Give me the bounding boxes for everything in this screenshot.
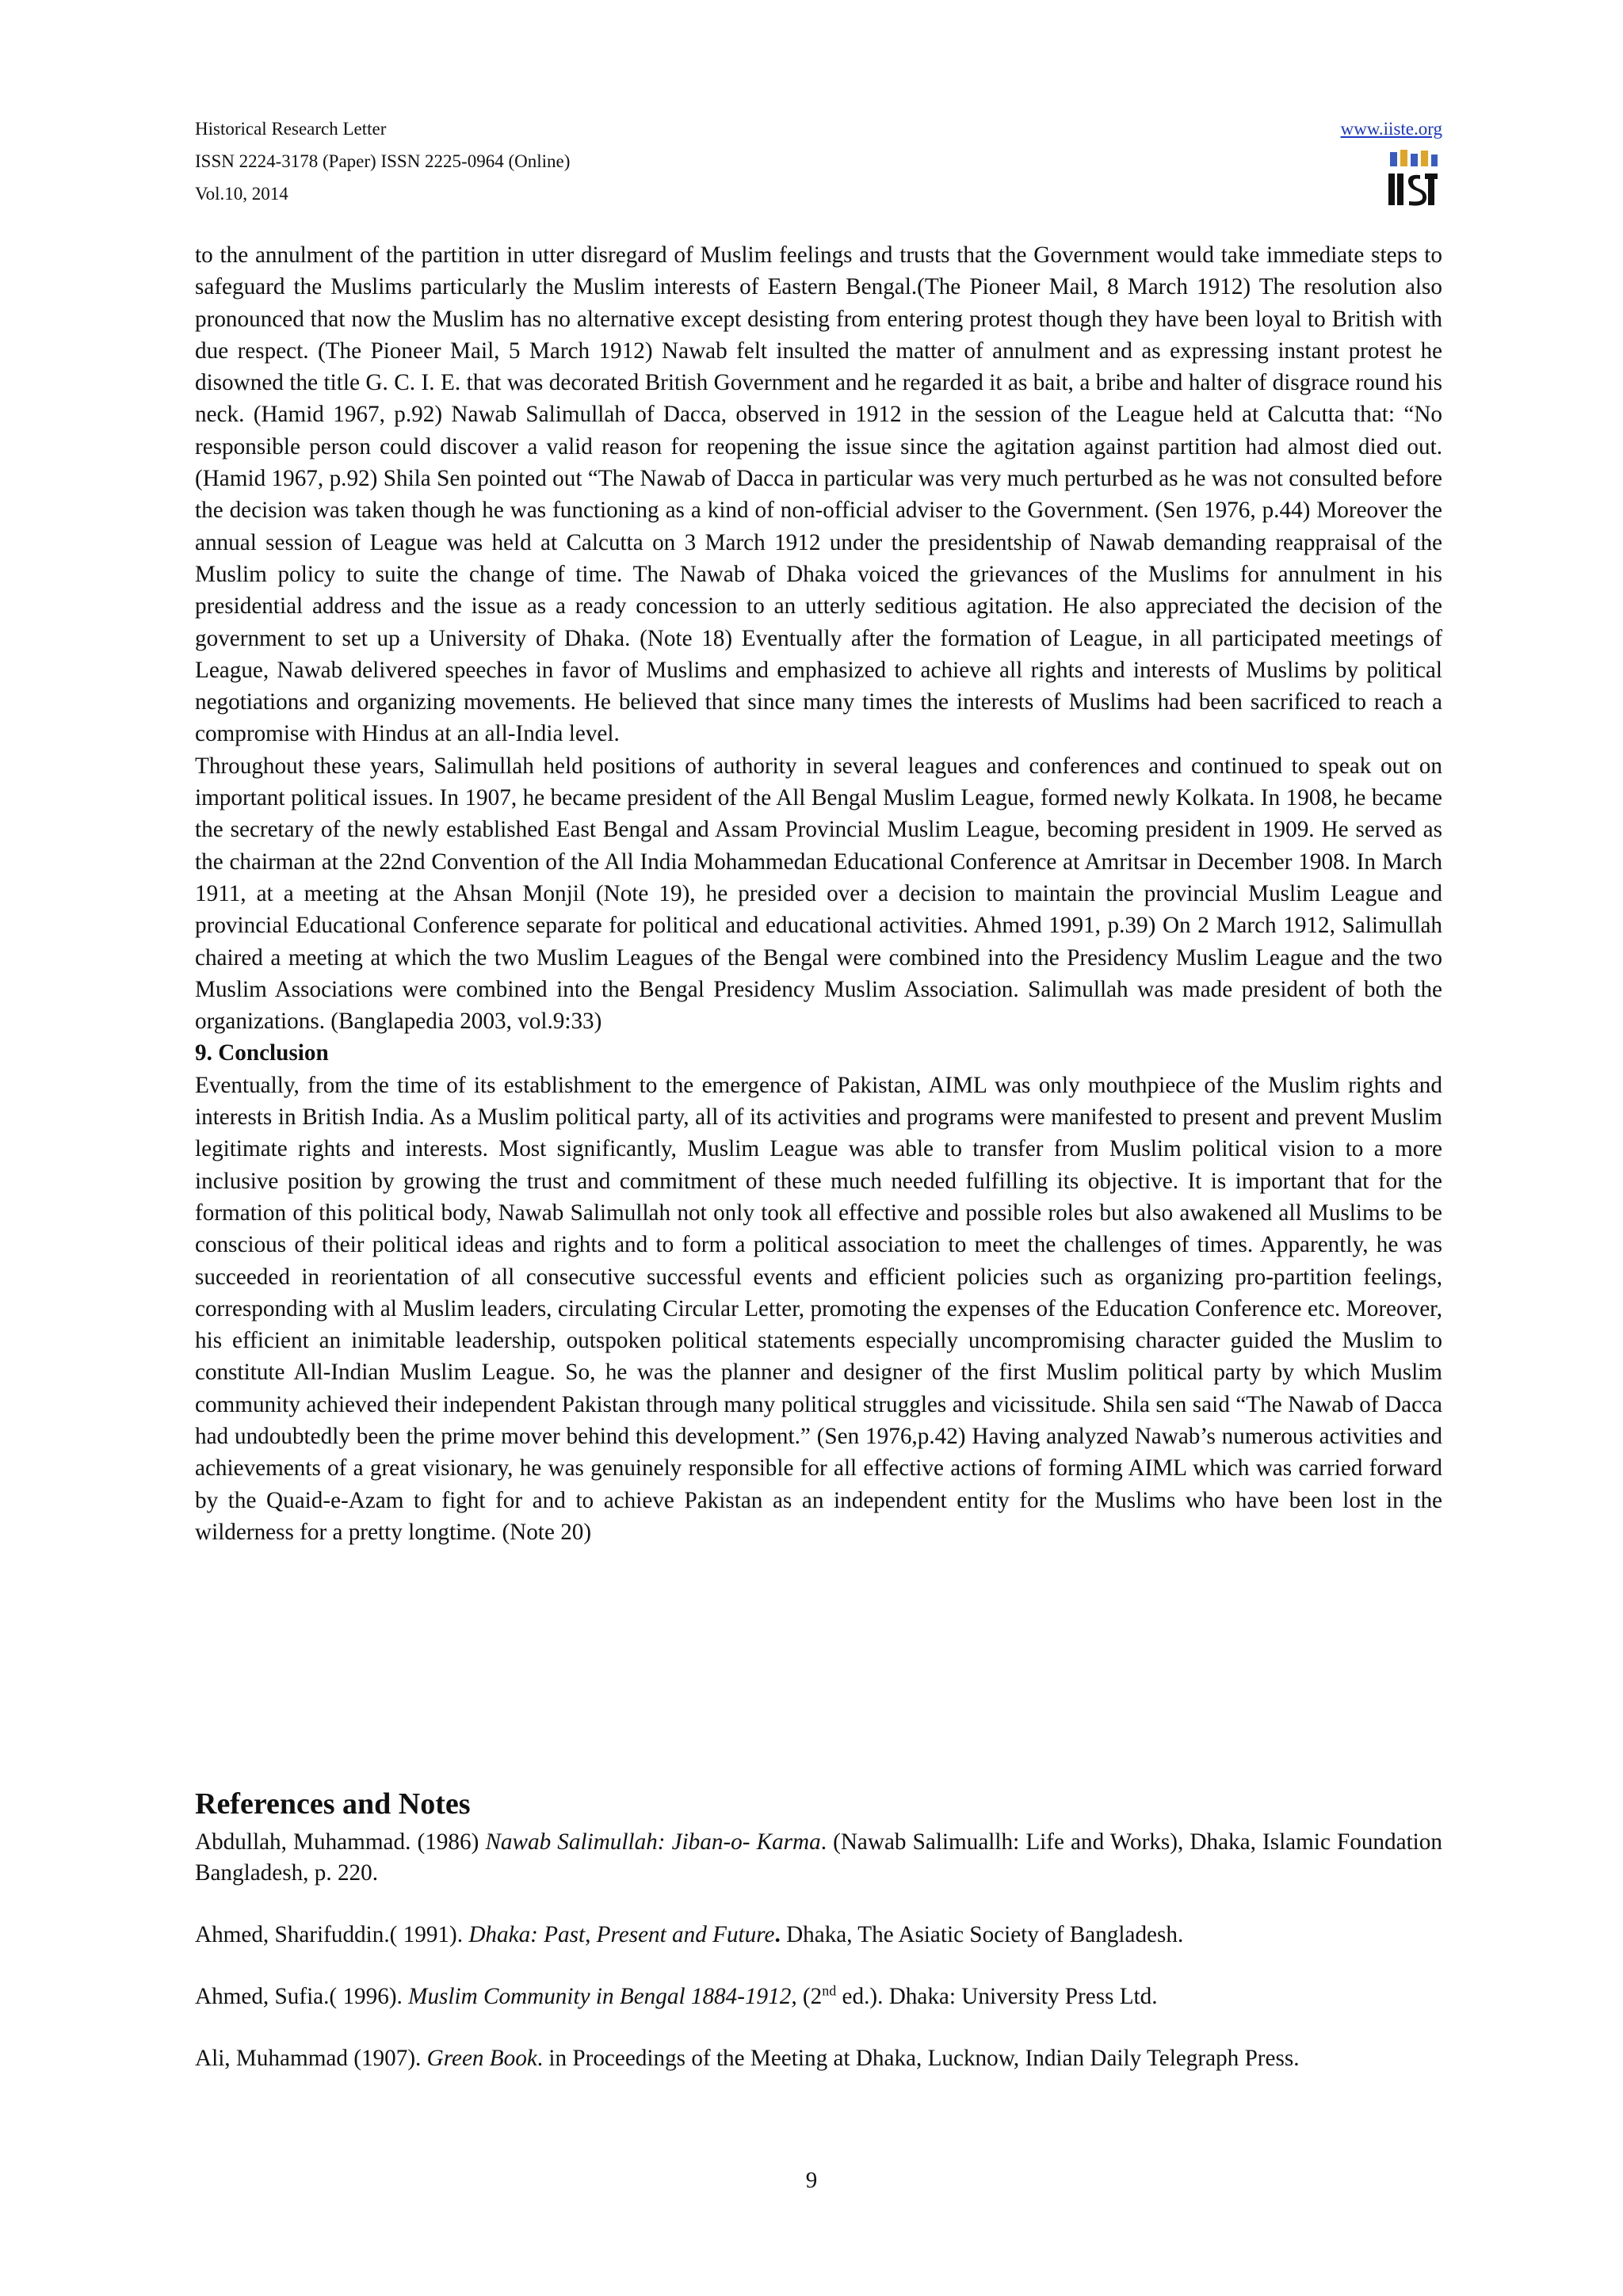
main-body xyxy=(195,239,1442,1548)
ref-superscript: nd xyxy=(822,1982,837,1999)
ref-title: Muslim Community in Bengal 1884-1912, xyxy=(408,1984,797,2009)
paragraph: to the annulment of the partition in utter disregard of Muslim feelings and trusts that the Government would take immediate steps to safeguard the Muslims particularly the Muslim interests of Eastern Bengal.(The Pioneer Mail, 8 March 1912) The resolution also pronounced that now the Muslim has no alternative except desisting from entering protest though they have been loyal to British with due respect. (The Pioneer Mail, 5 March 1912) Nawab felt insulted the matter of annulment and as expressing instant protest he disowned the title G. C. I. E. that was decorated British Government and he regarded it as bait, a bribe and halter of disgrace round his neck. (Hamid 1967, p.92) Nawab Salimullah of Dacca, observed in 1912 in the session of the League held at Calcutta that: “No responsible person could discover a valid reason for reopening the issue since the agitation against partition had almost died out. (Hamid 1967, p.92) Shila Sen pointed out “The Nawab of Dacca in particular was very much perturbed as he was not consulted before the decision was taken though he was functioning as a kind of non-official adviser to the Government. (Sen 1976, p.44) Moreover the annual session of League was held at Calcutta on 3 March 1912 under the presidentship of Nawab demanding reappraisal of the Muslim policy to suite the change of time. The Nawab of Dhaka voiced the grievances of the Muslims for annulment in his presidential address and the issue as a ready concession to an utterly seditious agitation. He also appreciated the decision of the government to set up a University of Dhaka. (Note 18) Eventually after the formation of League, in all participated meetings of League, Nawab delivered speeches in favor of Muslims and emphasized to achieve all rights and interests of Muslims by political negotiations and organizing movements. He believed that since many times the interests of Muslims had been sacrificed to reach a compromise with Hindus at an all-India level. xyxy=(195,242,1442,747)
ref-period: . xyxy=(774,1922,781,1947)
references-list xyxy=(195,1827,1442,2074)
ref-details: . (Nawab Salimuallh: Life and Works), Dhaka, Islamic Foundation Bangladesh, p. 220. xyxy=(195,1829,1442,1886)
paragraph: Eventually, from the time of its establishment to the emergence of Pakistan, AIML was only mouthpiece of the Muslim rights and interests in British India. As a Muslim political party, all of its activities and programs were manifested to present and prevent Muslim legitimate rights and interests. Most significantly, Muslim League was able to transfer from Muslim political vision to a more inclusive position by growing the trust and commitment of these much needed fulfilling its objective. It is important that for the formation of this political body, Nawab Salimullah not only took all effective and possible roles but also awakened all Muslims to be conscious of their political ideas and rights and to form a political association to meet the challenges of times. Apparently, he was succeeded in reorientation of all consecutive successful events and efficient policies such as organizing pro-partition feelings, corresponding with al Muslim leaders, circulating Circular Letter, promoting the expenses of the Education Conference etc. Moreover, his efficient an inimitable leadership, outspoken political statements especially uncompromising character guided the Muslim to constitute All-Indian Muslim League. So, he was the planner and designer of the first Muslim political party by which Muslim community achieved their independent Pakistan through many political struggles and vicissitude. Shila sen said “The Nawab of Dacca had undoubtedly been the prime mover behind this development.” (Sen 1976,p.42) Having analyzed Nawab’s numerous activities and achievements of a great visionary, he was genuinely responsible for all effective actions of forming AIML which was carried forward by the Quaid-e-Azam to fight for and to achieve Pakistan as an independent entity for the Muslims who have been lost in the wilderness for a pretty longtime. (Note 20) xyxy=(195,1072,1442,1545)
journal-name: Historical Research Letter xyxy=(195,119,387,139)
iiste-logo-icon xyxy=(1385,147,1441,209)
page-number: 9 xyxy=(805,2168,818,2193)
section-heading-conclusion: 9. Conclusion xyxy=(195,1040,329,1066)
journal-url-link[interactable]: www.iiste.org xyxy=(1340,119,1442,139)
ref-title: Green Book xyxy=(426,2046,537,2071)
issn-line: ISSN 2224-3178 (Paper) ISSN 2225-0964 (Online) xyxy=(195,151,571,171)
ref-details: . in Proceedings of the Meeting at Dhaka, Lucknow, Indian Daily Telegraph Press. xyxy=(537,2046,1300,2071)
ref-author: Abdullah, Muhammad. (1986) xyxy=(195,1829,486,1855)
paragraph: Throughout these years, Salimullah held positions of authority in several leagues and conferences and continued to speak out on important political issues. In 1907, he became president of the All Bengal Muslim League, formed newly Kolkata. In 1908, he became the secretary of the newly established East Bengal and Assam Provincial Muslim League, becoming president in 1909. He served as the chairman at the 22nd Convention of the All India Mohammedan Educational Conference at Amritsar in December 1908. In March 1911, at a meeting at the Ahsan Monjil (Note 19), he presided over a decision to maintain the provincial Muslim League and provincial Educational Conference separate for political and educational activities. Ahmed 1991, p.39) On 2 March 1912, Salimullah chaired a meeting at which the two Muslim Leagues of the Bengal were combined into the Presidency Muslim League and the two Muslim Associations were combined into the Bengal Presidency Muslim Association. Salimullah was made president of both the organizations. (Banglapedia 2003, vol.9:33) xyxy=(195,753,1442,1035)
reference-item xyxy=(195,1920,1442,1951)
references-heading: References and Notes xyxy=(195,1787,471,1821)
ref-title: Nawab Salimullah: Jiban-o- Karma xyxy=(485,1829,821,1855)
reference-item xyxy=(195,1827,1442,1889)
ref-details: Dhaka, The Asiatic Society of Bangladesh. xyxy=(780,1922,1184,1947)
ref-author: Ali, Muhammad (1907). xyxy=(195,2046,427,2071)
ref-details: ed.). Dhaka: University Press Ltd. xyxy=(836,1984,1158,2009)
ref-title: Dhaka: Past, Present and Future xyxy=(468,1922,775,1947)
volume-line: Vol.10, 2014 xyxy=(195,184,288,204)
ref-edition: (2 xyxy=(796,1984,823,2009)
reference-item xyxy=(195,2043,1442,2074)
ref-author: Ahmed, Sufia.( 1996). xyxy=(195,1984,409,2009)
page-header xyxy=(195,113,1442,215)
ref-author: Ahmed, Sharifuddin.( 1991). xyxy=(195,1922,469,1947)
reference-item xyxy=(195,1981,1442,2012)
